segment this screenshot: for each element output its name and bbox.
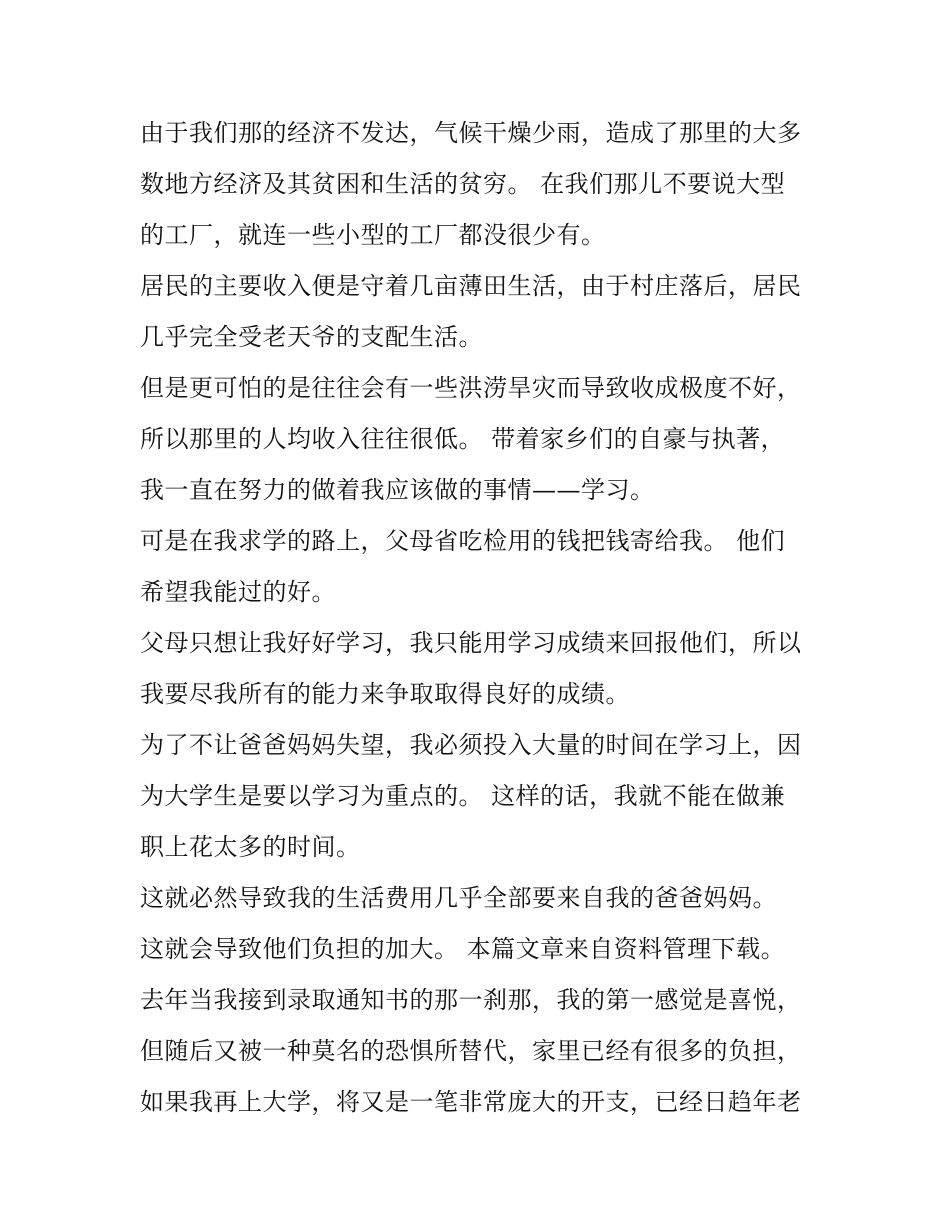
text-line: 可是在我求学的路上，父母省吃检用的钱把钱寄给我。 他们 (140, 527, 786, 555)
text-line: 职上花太多的时间。 (140, 833, 361, 861)
text-line: 我一直在努力的做着我应该做的事情——学习。 (140, 476, 655, 504)
text-line: 几乎完全受老天爷的支配生活。 (140, 323, 483, 351)
text-line: 数地方经济及其贫困和生活的贫穷。 在我们那儿不要说大型 (140, 170, 786, 198)
text-line: 这就会导致他们负担的加大。 本篇文章来自资料管理下载。 (140, 935, 786, 963)
document-body (140, 108, 830, 1128)
text-line: 但随后又被一种莫名的恐惧所替代，家里已经有很多的负担， (140, 1037, 802, 1065)
text-line: 为了不让爸爸妈妈失望，我必须投入大量的时间在学习上，因 (140, 731, 802, 759)
text-line: 希望我能过的好。 (140, 578, 336, 606)
text-line: 如果我再上大学，将又是一笔非常庞大的开支，已经日趋年老 (140, 1088, 802, 1116)
text-line: 父母只想让我好好学习，我只能用学习成绩来回报他们，所以 (140, 629, 802, 657)
text-line: 但是更可怕的是往往会有一些洪涝旱灾而导致收成极度不好， (140, 374, 802, 402)
text-line: 的工厂，就连一些小型的工厂都没很少有。 (140, 221, 606, 249)
text-line: 为大学生是要以学习为重点的。 这样的话，我就不能在做兼 (140, 782, 786, 810)
text-line: 居民的主要收入便是守着几亩薄田生活，由于村庄落后，居民 (140, 272, 802, 300)
text-line: 这就必然导致我的生活费用几乎全部要来自我的爸爸妈妈。 (140, 884, 777, 912)
text-line: 所以那里的人均收入往往很低。 带着家乡们的自豪与执著， (140, 425, 786, 453)
text-line: 由于我们那的经济不发达，气候干燥少雨，造成了那里的大多 (140, 119, 802, 147)
text-line: 去年当我接到录取通知书的那一刹那，我的第一感觉是喜悦， (140, 986, 802, 1014)
text-line: 我要尽我所有的能力来争取取得良好的成绩。 (140, 680, 630, 708)
